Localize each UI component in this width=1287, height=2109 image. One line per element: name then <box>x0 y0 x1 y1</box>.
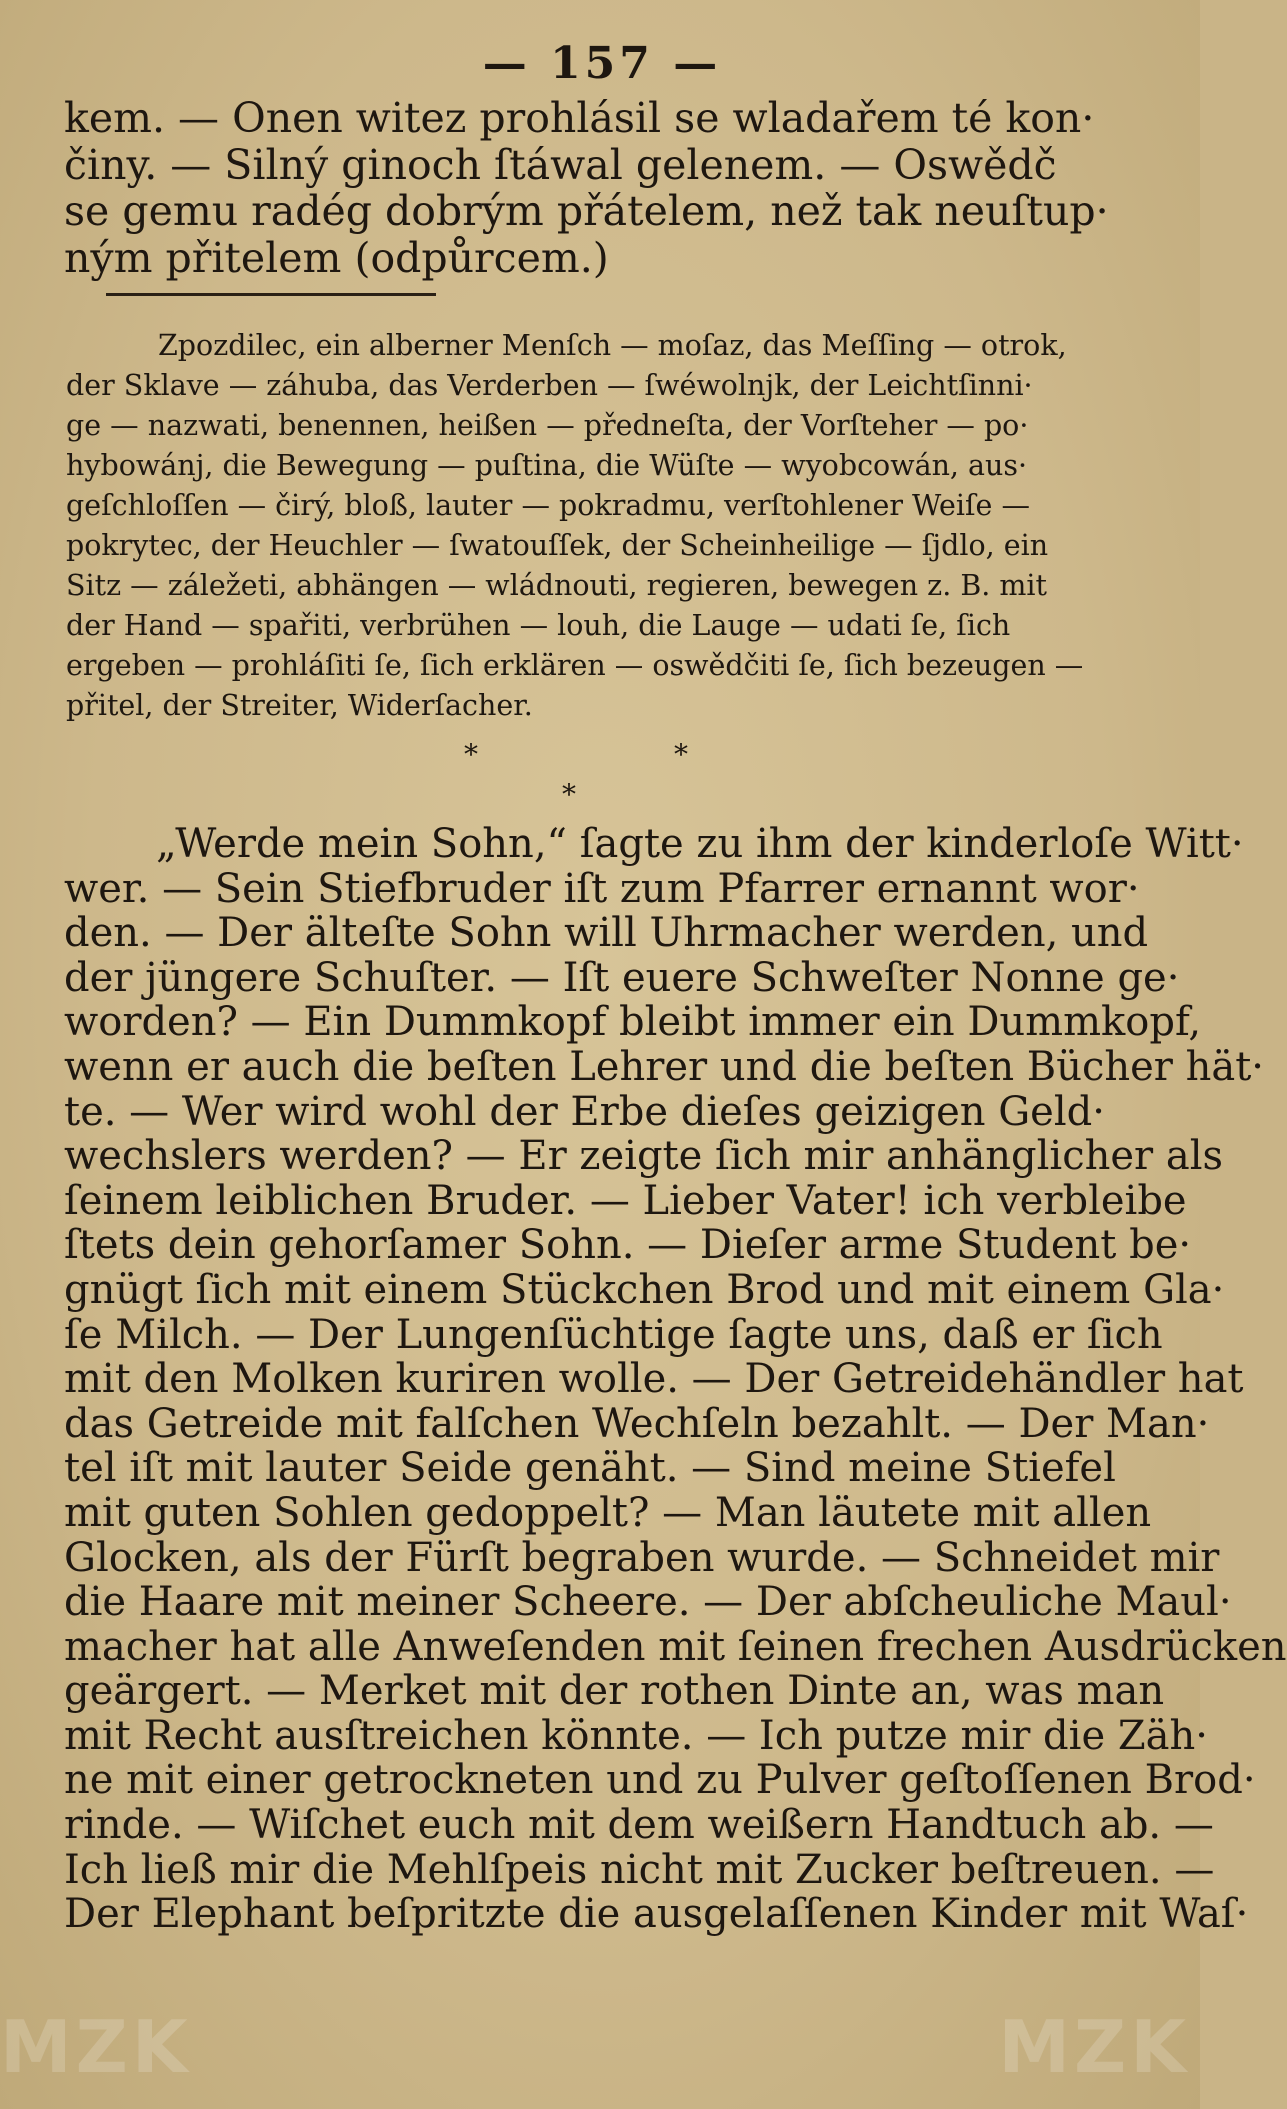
text-line: rinde. — Wiſchet euch mit dem weißern Handtuch ab. — <box>64 1802 1214 1849</box>
page-number: — 157 — <box>482 38 722 89</box>
text-line: das Getreide mit falſchen Wechſeln bezahlt. — Der Man· <box>64 1400 1210 1447</box>
vocabulary-section <box>64 326 1140 726</box>
text-line: mit den Molken kuriren wolle. — Der Getreidehändler hat <box>64 1356 1244 1403</box>
text-line: gnügt ſich mit einem Stückchen Brod und mit einem Gla· <box>64 1266 1225 1313</box>
text-line: te. — Wer wird wohl der Erbe dieſes geizigen Geld· <box>64 1088 1105 1135</box>
watermark-logo: MZK <box>0 2005 192 2089</box>
text-line: mit Recht ausſtreichen könnte. — Ich putze mir die Zäh· <box>64 1712 1208 1759</box>
vocab-line: der Hand — spařiti, verbrühen — louh, die Lauge — udati ſe, ſich <box>66 609 1011 642</box>
divider-rule <box>106 293 436 296</box>
vocab-line: hybowánj, die Bewegung — puſtina, die Wüſte — wyobcowán, aus· <box>66 449 1028 482</box>
asterisk-icon: * <box>562 778 576 811</box>
text-line: tel iſt mit lauter Seide genäht. — Sind meine Stiefel <box>64 1445 1116 1492</box>
exercise-paragraph <box>64 821 1287 1938</box>
text-line: die Haare mit meiner Scheere. — Der abſcheuliche Maul· <box>64 1579 1232 1626</box>
asterisk-icon: * <box>464 738 478 771</box>
vocab-line: přitel, der Streiter, Widerſacher. <box>66 689 533 722</box>
text-line: geärgert. — Merket mit der rothen Dinte an, was man <box>64 1668 1165 1715</box>
vocab-line: geſchloſſen — čirý, bloß, lauter — pokradmu, verſtohlener Weiſe — <box>66 489 1030 522</box>
text-line: kem. — Onen witez prohlásil se wladařem té kon· <box>64 94 1095 142</box>
vocab-line: Sitz — záležeti, abhängen — wládnouti, regieren, bewegen z. B. mit <box>66 569 1047 602</box>
text-line: der jüngere Schuſter. — Iſt euere Schweſter Nonne ge· <box>64 954 1180 1001</box>
text-line: den. — Der älteſte Sohn will Uhrmacher werden, und <box>64 910 1149 957</box>
text-line: ſeinem leiblichen Bruder. — Lieber Vater! ich verbleibe <box>64 1177 1187 1224</box>
vocab-line: ergeben — prohláſiti ſe, ſich erklären — oswědčiti ſe, ſich bezeugen — <box>66 649 1084 682</box>
text-line: mit guten Sohlen gedoppelt? — Man läutete mit allen <box>64 1489 1152 1536</box>
text-line: macher hat alle Anweſenden mit ſeinen frechen Ausdrücken <box>64 1623 1287 1670</box>
text-line: Der Elephant beſpritzte die ausgelaſſenen Kinder mit Waſ· <box>64 1891 1249 1938</box>
vocab-line: pokrytec, der Heuchler — ſwatouſſek, der Scheinheilige — ſjdlo, ein <box>66 529 1049 562</box>
asterism-ornament <box>64 732 1140 822</box>
text-line: wenn er auch die beſten Lehrer und die beſten Bücher hät· <box>64 1043 1265 1090</box>
text-line: ným přitelem (odpůrcem.) <box>64 233 609 282</box>
text-line: worden? — Ein Dummkopf bleibt immer ein Dummkopf, <box>64 999 1202 1046</box>
watermark-logo: MZK <box>998 2005 1190 2089</box>
text-line: „Werde mein Sohn,“ ſagte zu ihm der kinderloſe Witt· <box>156 821 1244 867</box>
text-line: činy. — Silný ginoch ſtáwal gelenem. — Oswědč <box>64 140 1057 189</box>
top-paragraph <box>64 95 1140 281</box>
text-line: wer. — Sein Stiefbruder iſt zum Pfarrer ernannt wor· <box>64 865 1140 912</box>
text-line: wechslers werden? — Er zeigte ſich mir anhänglicher als <box>64 1133 1224 1180</box>
vocab-line: Zpozdilec, ein alberner Menſch — moſaz, das Meſſing — otrok, <box>158 329 1067 362</box>
text-line: se gemu radég dobrým přátelem, než tak neuſtup· <box>64 187 1109 235</box>
text-line: ſtets dein gehorſamer Sohn. — Dieſer arme Student be· <box>64 1222 1192 1269</box>
text-line: Ich ließ mir die Mehlſpeis nicht mit Zucker beſtreuen. — <box>64 1846 1215 1893</box>
vocab-line: der Sklave — záhuba, das Verderben — ſwéwolnjk, der Leichtſinni· <box>66 369 1033 402</box>
text-line: ſe Milch. — Der Lungenſüchtige ſagte uns, daß er ſich <box>64 1311 1163 1358</box>
text-line: ne mit einer getrockneten und zu Pulver geſtoſſenen Brod· <box>64 1757 1256 1804</box>
vocab-line: ge — nazwati, benennen, heißen — předneſta, der Vorſteher — po· <box>66 409 1029 442</box>
text-line: Glocken, als der Fürſt begraben wurde. — Schneidet mir <box>64 1534 1220 1581</box>
asterisk-icon: * <box>674 738 688 771</box>
